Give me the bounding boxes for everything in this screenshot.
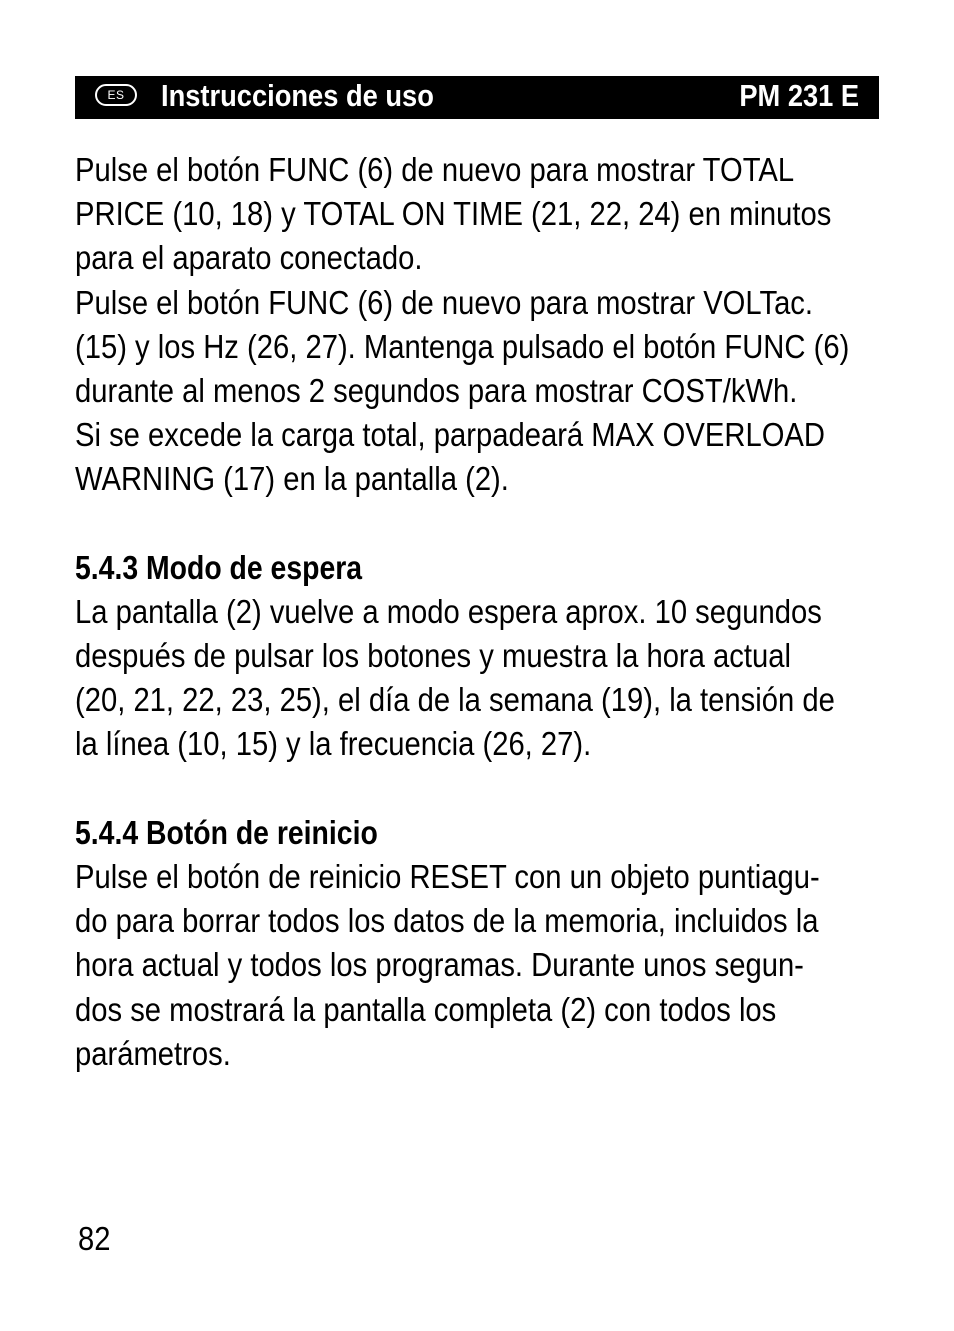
text-line: Si se excede la carga total, parpadeará MAX OVERLOAD — [75, 416, 825, 454]
text-line: Pulse el botón FUNC (6) de nuevo para mostrar VOLTac. — [75, 283, 814, 321]
text-line: Pulse el botón de reinicio RESET con un objeto puntiagu- — [75, 858, 820, 895]
text-line: dos se mostrará la pantalla completa (2) con todos los — [75, 990, 777, 1028]
text-line: durante al menos 2 segundos para mostrar COST/kWh. — [75, 371, 798, 409]
text-line: parámetros. — [75, 1034, 231, 1072]
text-line: la línea (10, 15) y la frecuencia (26, 27). — [75, 725, 592, 763]
header-bar — [75, 76, 879, 119]
intro-paragraph — [75, 148, 954, 502]
text-line: WARNING (17) en la pantalla (2). — [75, 460, 509, 498]
manual-title: Instrucciones de uso — [161, 78, 434, 113]
spacer — [75, 767, 954, 811]
spacer — [75, 502, 954, 546]
language-badge: ES — [95, 84, 137, 106]
text-line: (20, 21, 22, 23, 25), el día de la semana (19), la tensión de — [75, 681, 835, 719]
page-content — [75, 148, 954, 1076]
text-line: (15) y los Hz (26, 27). Mantenga pulsado el botón FUNC (6) — [75, 327, 850, 365]
section-heading-standby: 5.4.3 Modo de espera — [75, 548, 363, 586]
text-line: para el aparato conectado. — [75, 239, 423, 277]
text-line: La pantalla (2) vuelve a modo espera aprox. 10 segundos — [75, 592, 822, 630]
section-reset — [75, 811, 954, 1076]
text-line: do para borrar todos los datos de la memoria, incluidos la — [75, 902, 819, 940]
page-number: 82 — [78, 1220, 111, 1257]
section-heading-reset: 5.4.4 Botón de reinicio — [75, 813, 378, 851]
text-line: PRICE (10, 18) y TOTAL ON TIME (21, 22, 24) en minutos — [75, 195, 832, 233]
model-number: PM 231 E — [739, 78, 859, 113]
text-line: hora actual y todos los programas. Durante unos segun- — [75, 946, 804, 984]
text-line: después de pulsar los botones y muestra la hora actual — [75, 637, 791, 675]
section-standby — [75, 546, 954, 767]
text-line: Pulse el botón FUNC (6) de nuevo para mostrar TOTAL — [75, 151, 795, 188]
